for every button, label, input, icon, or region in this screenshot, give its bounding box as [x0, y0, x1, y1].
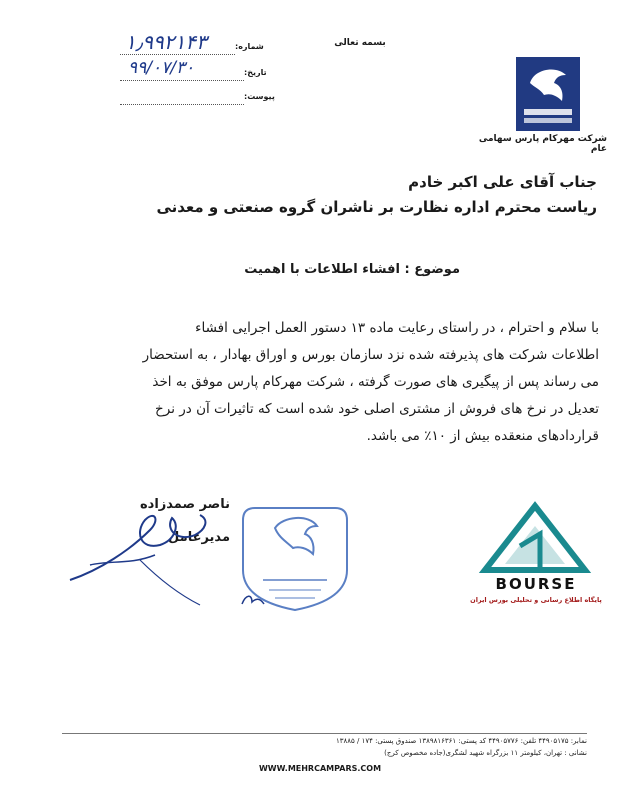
signer-name: ناصر صمدزاده	[139, 497, 230, 512]
body-line: اطلاعات شرکت های پذیرفته شده نزد سازمان بورس و اوراق بهادار ، به استحضار	[142, 347, 599, 363]
number-dots	[120, 54, 235, 55]
date-dots	[120, 80, 244, 81]
body-line: با سلام و احترام ، در راستای رعایت ماده ۱۳ دستور العمل اجرایی افشاء	[195, 320, 599, 336]
recipient-name: جناب آقای علی اکبر خادم	[408, 173, 597, 191]
bourse-triangle-icon	[460, 498, 610, 578]
date-label: تاریخ:	[244, 68, 267, 77]
company-logo	[516, 57, 580, 131]
signer-title: مدیرعامل	[168, 530, 230, 545]
attachment-dots	[120, 104, 244, 105]
footer-address-line: نشانی : تهران، کیلومتر ۱۱ بزرگراه شهید لشگری(جاده مخصوص کرج)	[384, 749, 587, 757]
letter-body	[79, 315, 599, 450]
handwritten-signature	[60, 490, 260, 620]
number-handwritten: ۱٫۹۹۲۱۴۳	[125, 30, 207, 54]
footer-contact-line: نمابر: ۴۴۹۰۵۱۷۵ تلفن: ۴۴۹۰۵۷۷۶ کد پستی: ۱۳۸۹۸۱۶۳۶۱ صندوق پستی: ۱۷۴ / ۱۳۸۸۵	[335, 737, 587, 745]
company-name: شرکت مهرکام پارس سهامی عام	[478, 134, 607, 154]
body-line: می رساند پس از پیگیری های صورت گرفته ، شرکت مهرکام پارس موفق به اخذ	[152, 374, 599, 390]
footer-divider	[62, 733, 587, 734]
body-line: تعدیل در نرخ های فروش از مشتری اصلی خود شده است که تاثیرات آن در نرخ	[155, 401, 599, 417]
bourse-brand-text: BOURSE	[495, 575, 577, 593]
bourse-subtitle: پایگاه اطلاع رسانی و تحلیلی بورس ایران	[470, 596, 602, 604]
bismillah: بسمه تعالی	[334, 38, 386, 48]
date-handwritten: ۹۹/۰۷/۳۰	[128, 58, 195, 78]
horse-logo-icon	[516, 57, 580, 131]
company-website: WWW.MEHRCAMPARS.COM	[258, 764, 382, 773]
stamp-mark	[238, 590, 268, 610]
number-label: شماره:	[235, 42, 264, 51]
letter-subject: موضوع : افشاء اطلاعات با اهمیت	[244, 262, 460, 277]
recipient-title: ریاست محترم اداره نظارت بر ناشران گروه صنعتی و معدنی	[156, 198, 597, 216]
body-line: قراردادهای منعقده بیش از ۱۰٪ می باشد.	[366, 428, 599, 444]
attachment-label: پیوست:	[244, 92, 275, 101]
